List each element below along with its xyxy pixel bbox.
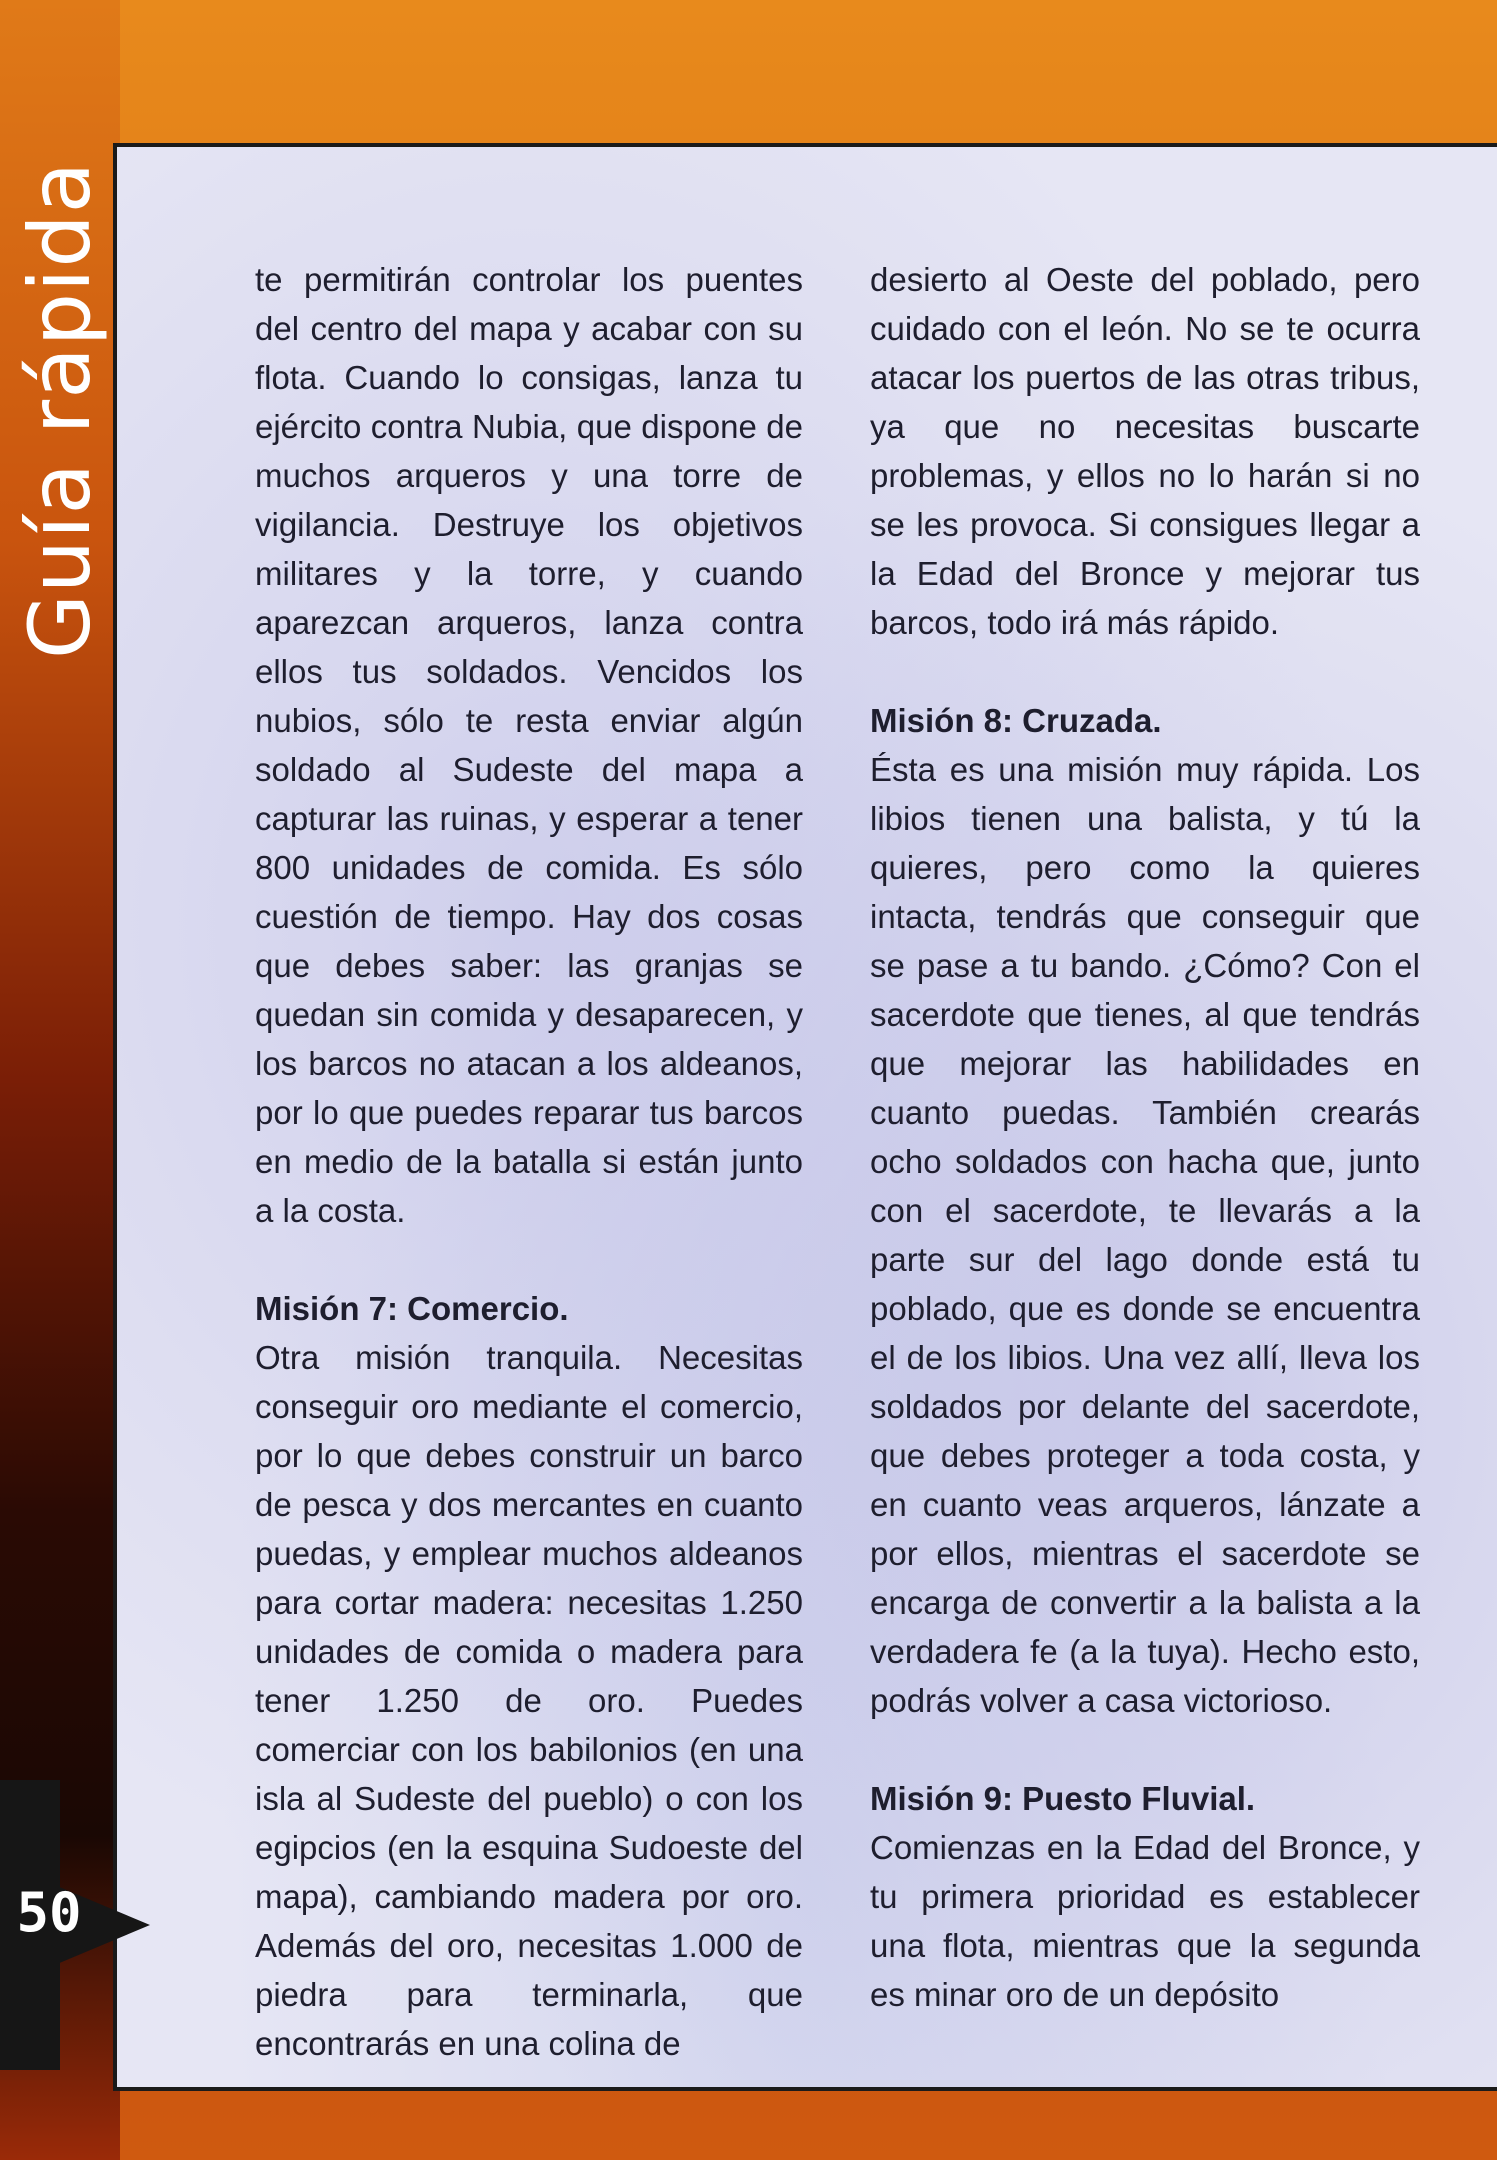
section-title-vertical <box>10 150 110 670</box>
right-text-column <box>870 255 1420 2019</box>
page-number: 50 <box>16 1881 82 1944</box>
paragraph: Otra misión tranquila. Necesitas conseguir oro mediante el comercio, por lo que debes construir un barco de pesca y dos mercantes en cuanto puedas, y emplear muchos aldeanos para cortar madera: necesitas 1.250 unidades de comida o madera para tener 1.250 de oro. Puedes comerciar con los babilonios (en una isla al Sudeste del pueblo) o con los egipcios (en la esquina Sudoeste del mapa), cambiando madera por oro. Además del oro, necesitas 1.000 de piedra para terminarla, que encontrarás en una colina de <box>255 1339 803 2062</box>
paragraph: Comienzas en la Edad del Bronce, y tu primera prioridad es establecer una flota, mientras que la segunda es minar oro de un depósito <box>870 1829 1420 2013</box>
paragraph: Ésta es una misión muy rápida. Los libios tienen una balista, y tú la quieres, pero como la quieres intacta, tendrás que conseguir que se pase a tu bando. ¿Cómo? Con el sacerdote que tienes, al que tendrás que mejorar las habilidades en cuanto puedas. También crearás ocho soldados con hacha que, junto con el sacerdote, te llevarás a la parte sur del lago donde está tu poblado, que es donde se encuentra el de los libios. Una vez allí, lleva los soldados por delante del sacerdote, que debes proteger a toda costa, y en cuanto veas arqueros, lánzate a por ellos, mientras el sacerdote se encarga de convertir a la balista a la verdadera fe (a la tuya). Hecho esto, podrás volver a casa victorioso. <box>870 751 1420 1719</box>
left-text-column <box>255 255 803 2068</box>
mission-heading: Misión 9: Puesto Fluvial. <box>870 1780 1256 1817</box>
mission-heading: Misión 7: Comercio. <box>255 1290 569 1327</box>
section-title-text: Guía rápida <box>11 160 109 660</box>
paragraph: desierto al Oeste del poblado, pero cuidado con el león. No se te ocurra atacar los puertos de las otras tribus, ya que no necesitas buscarte problemas, y ellos no lo harán si no se les provoca. Si consigues llegar a la Edad del Bronce y mejorar tus barcos, todo irá más rápido. <box>870 261 1420 641</box>
paragraph: te permitirán controlar los puentes del centro del mapa y acabar con su flota. Cuando lo consigas, lanza tu ejército contra Nubia, que dispone de muchos arqueros y una torre de vigilancia. Destruye los objetivos militares y la torre, y cuando aparezcan arqueros, lanza contra ellos tus soldados. Vencidos los nubios, sólo te resta enviar algún soldado al Sudeste del mapa a capturar las ruinas, y esperar a tener 800 unidades de comida. Es sólo cuestión de tiempo. Hay dos cosas que debes saber: las granjas se quedan sin comida y desaparecen, y los barcos no atacan a los aldeanos, por lo que puedes reparar tus barcos en medio de la batalla si están junto a la costa. <box>255 261 803 1229</box>
mission-heading: Misión 8: Cruzada. <box>870 702 1162 739</box>
